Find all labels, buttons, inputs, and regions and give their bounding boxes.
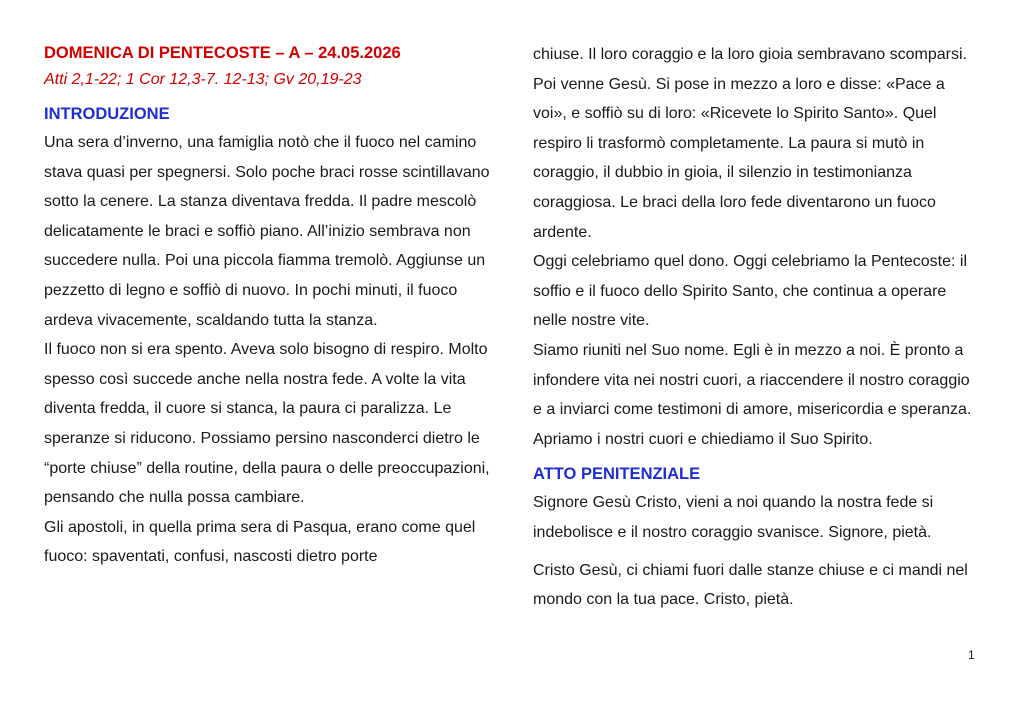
intro-paragraph-3-start: Gli apostoli, in quella prima sera di Pasqua, erano come quel fuoco: spaventati, confusi, nascosti dietro porte <box>44 518 476 566</box>
penitential-invocation-1: Signore Gesù Cristo, vieni a noi quando la nostra fede si indebolisce e il nostro coraggio svanisce. Signore, pietà. <box>533 494 934 541</box>
intro-paragraph-3-end: chiuse. Il loro coraggio e la loro gioia sembravano scomparsi. Poi venne Gesù. Si pose in mezzo a loro e disse: «Pace a voi», e soffiò su di loro: «Ricevete lo Spirito Santo». Quel respiro li trasformò completamente. La paura si mutò in coraggio, il dubbio in gioia, il silenzio in testimonianza coraggiosa. Le braci della loro fede diventarono un fuoco ardente. <box>533 46 967 241</box>
intro-paragraph-2: Il fuoco non si era spento. Aveva solo bisogno di respiro. Molto spesso così succede anche nella nostra fede. A volte la vita diventa fredda, il cuore si stanca, la paura ci paralizza. Le speranze si riducono. Possiamo persino nasconderci dietro le “porte chiuse” della routine, della paura o delle preoccupazioni, pensando che nulla possa cambiare. <box>44 341 490 507</box>
intro-paragraph-4: Oggi celebriamo quel dono. Oggi celebriamo la Pentecoste: il soffio e il fuoco dello Spirito Santo, che continua a operare nelle nostre vite. <box>533 253 968 330</box>
intro-paragraph-1: Una sera d’inverno, una famiglia notò che il fuoco nel camino stava quasi per spegnersi. Solo poche braci rosse scintillavano sotto la cenere. La stanza diventava fredda. Il padre mescolò delicatamente le braci e soffiò piano. All’inizio sembrava non succedere nulla. Poi una piccola fiamma tremolò. Aggiunse un pezzetto di legno e soffiò di nuovo. In pochi minuti, il fuoco ardeva vivacemente, scaldando tutta la stanza. <box>44 134 490 329</box>
right-column <box>533 40 981 615</box>
intro-paragraph-5: Siamo riuniti nel Suo nome. Egli è in mezzo a noi. È pronto a infondere vita nei nostri cuori, a riaccendere il nostro coraggio e a inviarci come testimoni di amore, misericordia e speranza. Apriamo i nostri cuori e chiediamo il Suo Spirito. <box>533 341 972 448</box>
section-heading-atto-penitenziale: ATTO PENITENZIALE <box>533 465 701 484</box>
document-title: DOMENICA DI PENTECOSTE – A – 24.05.2026 <box>44 44 401 62</box>
penitential-invocation-2: Cristo Gesù, ci chiami fuori dalle stanze chiuse e ci mandi nel mondo con la tua pace. Cristo, pietà. <box>533 561 968 609</box>
left-column <box>44 40 494 572</box>
readings-reference: Atti 2,1-22; 1 Cor 12,3-7. 12-13; Gv 20,19-23 <box>44 71 362 88</box>
section-heading-introduzione: INTRODUZIONE <box>44 105 170 123</box>
page-number: 1 <box>968 648 975 662</box>
